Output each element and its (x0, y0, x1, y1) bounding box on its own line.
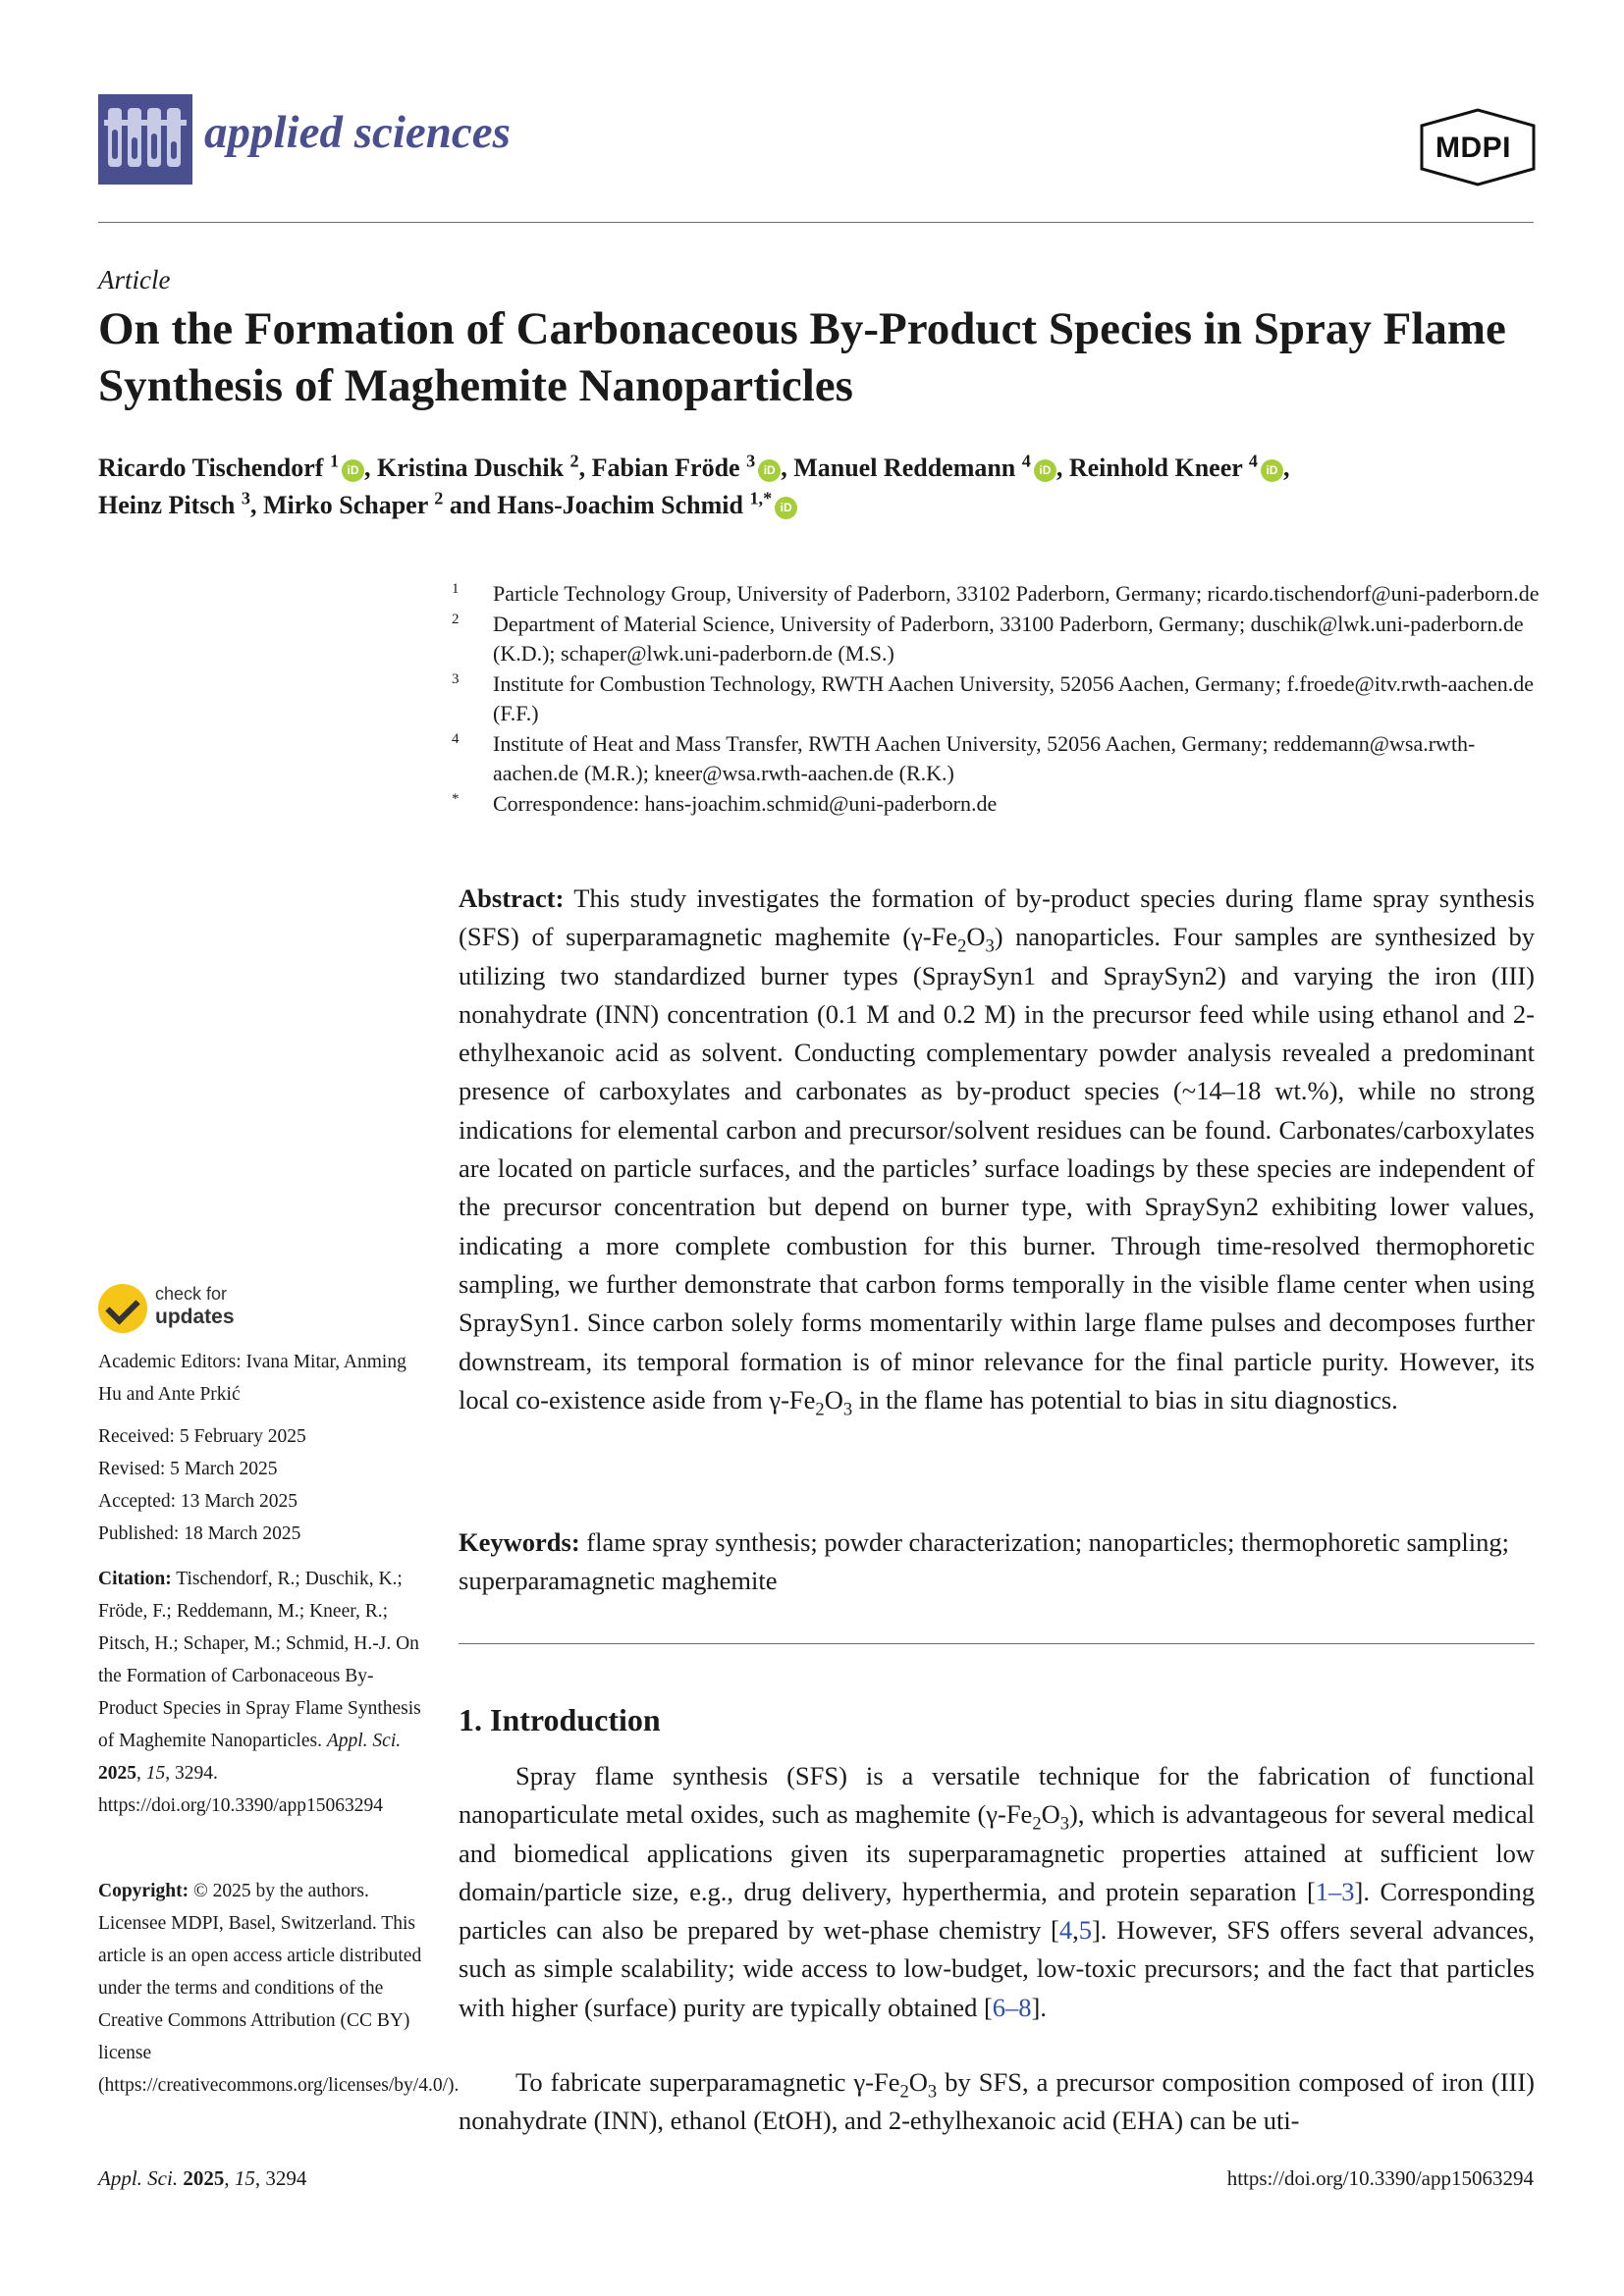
formula-sub: 3 (927, 2081, 938, 2103)
author-affiliation-mark: 3 (746, 451, 756, 471)
abstract (459, 880, 1535, 1419)
author-name: Hans-Joachim Schmid (497, 491, 743, 519)
affiliation-number: 2 (452, 611, 460, 627)
footer-volume: 15 (234, 2166, 255, 2190)
author-affiliation-mark: 4 (1248, 451, 1258, 471)
text-run: ]. Corresponding particles can also be prepared by wet-phase chemistry [ (459, 1876, 1535, 1946)
abstract-text-3: in the flame has potential to bias in situ diagnostics. (852, 1384, 1398, 1415)
text-run: Spray flame synthesis (SFS) is a versatile technique for the fabrication of functional nanoparticulate metal oxides, such as maghemite (γ-Fe (459, 1761, 1535, 1830)
affiliation-text: Institute of Heat and Mass Transfer, RWTH Aachen University, 52056 Aachen, Germany; reddemann@wsa.rwth-aachen.de (M.R.); kneer@wsa.rwth-aachen.de (R.K.) (493, 730, 1476, 785)
formula-sub: 3 (985, 935, 995, 957)
publication-dates (98, 1420, 427, 1550)
affiliation-item (452, 669, 1542, 729)
orcid-icon[interactable]: iD (1261, 459, 1283, 482)
header-divider (98, 222, 1534, 223)
keywords (459, 1523, 1535, 1601)
author-name: Heinz Pitsch (98, 491, 236, 519)
affiliation-item (452, 729, 1542, 789)
affiliation-text: Correspondence: hans-joachim.schmid@uni-paderborn.de (493, 790, 998, 816)
formula-o: O (824, 1384, 843, 1415)
formula-sub: 2 (1032, 1813, 1042, 1835)
formula-o: O (966, 922, 986, 952)
citation-volume: 15 (145, 1763, 166, 1784)
author-name: Manuel Reddemann (793, 454, 1016, 482)
accepted-date: Accepted: 13 March 2025 (98, 1491, 298, 1512)
orcid-icon[interactable]: iD (1034, 459, 1056, 482)
intro-paragraph-2 (459, 2063, 1535, 2142)
footer-article-number: 3294 (265, 2166, 307, 2190)
affiliation-item (452, 610, 1542, 669)
check-for-updates-badge[interactable] (98, 1282, 255, 1337)
abstract-text-2: ) nanoparticles. Four samples are synthesized by utilizing two standardized burner types (SpraySyn1 and SpraySyn2) and varying the iron (III) nonahydrate (INN) concentration (0.1 M and 0.2 M) in the precursor feed while using ethanol and 2-ethylhexanoic acid as solvent. Conducting complementary powder analysis revealed a predominant presence of carboxylates and carbonates as by-product species (~14–18 wt.%), while no strong indications for elemental carbon and precursor/solvent residues can be found. Carbonates/carboxylates are located on particle surfaces, and the particles’ surface loadings by these species are independent of the precursor concentration but depend on burner type, with SpraySyn2 exhibiting lower values, indicating a more complete combustion for this burner. Through time-resolved thermophoretic sampling, we further demonstrate that carbon forms temporally in the visible flame center when using SpraySyn1. Since carbon solely forms momentarily within large flame pulses and decomposes further downstream, its temporal formation is of minor relevance for the final particle purity. However, its local co-existence aside from γ-Fe (459, 922, 1535, 1415)
intro-paragraph-1: Spray flame synthesis (SFS) is a versatile technique for the fabrication of functional nanoparticulate metal oxides, such as maghemite $(\gamma-Fe_2O_3)$, which is advantageous for several medical and biomedical applications given its superparamagnetic properties attained at sufficient low domain/particle size, e.g., drug delivery, hyperthermia, and protein separation [1–3]. Corresponding particles can also be prepared by wet-phase chemistry [4,5]. However, SFS offers several advances, such as simple scalability; wide access to low-budget, low-toxic precursors; and the fact that particles with higher (surface) purity are typically obtained [6–8]. (459, 1761, 1535, 2022)
formula-sub: 2 (815, 1399, 825, 1420)
text-run: To fabricate superparamagnetic γ-Fe (515, 2067, 900, 2097)
citation-link[interactable]: 1–3 (1315, 1876, 1355, 1906)
author-name: Fabian Fröde (591, 454, 740, 482)
text-run: ]. However, SFS offers several advances, such as simple scalability; wide access to low-budget, low-toxic precursors; and the fact that particles with higher (surface) purity are typically obtained [ (459, 1915, 1535, 2022)
affiliations (452, 579, 1542, 819)
revised-date: Revised: 5 March 2025 (98, 1459, 278, 1479)
citation-link[interactable]: 5 (1078, 1915, 1092, 1946)
footer-year: 2025 (183, 2166, 225, 2190)
author-name: Mirko Schaper (262, 491, 428, 519)
updates-label: updates (155, 1306, 235, 1328)
formula-sub: 2 (899, 2081, 909, 2103)
copyright-label: Copyright: (98, 1881, 189, 1901)
citation-block: Citation: Tischendorf, R.; Duschik, K.; Fröde, F.; Reddemann, M.; Kneer, R.; Pitsch, H.; Schaper, M.; Schmid, H.-J. On the Formation of Carbonaceous By-Product Species in Spray Flame Synthesis of Maghemite Nanoparticles. Appl. Sci. 2025, 15, 3294. https://doi.org/10.3390/app15063294 (98, 1569, 421, 1816)
author-affiliation-mark: 3 (241, 488, 250, 508)
citation-link[interactable]: 4 (1058, 1915, 1073, 1946)
text-run: ]. (1031, 1992, 1047, 2022)
formula-sub: 3 (842, 1399, 853, 1420)
journal-logo (98, 94, 192, 185)
author-list: Ricardo Tischendorf $^1$ iD , Kristina Duschik $^2$, Fabian Fröde $^3$ iD , Manuel Reddemann $^4$ iD , Reinhold Kneer $^4$ iD , Heinz Pitsch $^3$, Mirko Schaper $^2$ and Hans-Joachim Schmid $^{1,*}$ iD (98, 451, 1290, 519)
affiliation-text: Department of Material Science, University of Paderborn, 33100 Paderborn, Germany; duschik@lwk.uni-paderborn.de (K.D.); schaper@lwk.uni-paderborn.de (M.S.) (493, 611, 1524, 666)
citation-journal: Appl. Sci. (326, 1731, 402, 1751)
author-affiliation-mark: 4 (1021, 451, 1031, 471)
citation-text: Tischendorf, R.; Duschik, K.; Fröde, F.; Reddemann, M.; Kneer, R.; Pitsch, H.; Schaper, M.; Schmid, H.-J. On the Formation of Carbonaceous By-Product Species in Spray Flame Synthesis of Maghemite Nanoparticles. (98, 1569, 421, 1751)
affiliation-text: Particle Technology Group, University of Paderborn, 33102 Paderborn, Germany; ricardo.tischendorf@uni-paderborn.de (493, 581, 1540, 606)
orcid-icon[interactable]: iD (775, 497, 797, 519)
author-affiliation-mark: 2 (434, 488, 444, 508)
affiliation-item (452, 579, 1542, 610)
affiliation-text: Institute for Combustion Technology, RWTH Aachen University, 52056 Aachen, Germany; f.froede@itv.rwth-aachen.de (F.F.) (493, 670, 1534, 725)
footer-doi-link[interactable]: https://doi.org/10.3390/app15063294 (1226, 2166, 1534, 2190)
affiliation-number: 3 (452, 670, 460, 687)
author-name: Kristina Duschik (377, 454, 565, 482)
affiliation-item (452, 789, 1542, 820)
article-type: Article (98, 265, 171, 294)
author-name: Ricardo Tischendorf (98, 454, 324, 482)
author-affiliation-mark: 2 (569, 451, 579, 471)
article-title: On the Formation of Carbonaceous By-Product Species in Spray Flame Synthesis of Maghemite Nanoparticles (98, 303, 1506, 411)
journal-name: applied sciences (204, 107, 511, 158)
citation-doi: 3294. https://doi.org/10.3390/app15063294 (98, 1763, 383, 1816)
text-run: ), which is advantageous for several medical and biomedical applications given its superparamagnetic properties attained at sufficient low domain/particle size, e.g., drug delivery, hyperthermia, and protein separation [ (459, 1799, 1535, 1906)
author-name: Reinhold Kneer (1068, 454, 1243, 482)
published-date: Published: 18 March 2025 (98, 1523, 301, 1544)
abstract-label: Abstract: (459, 883, 565, 913)
affiliation-number: 4 (452, 730, 460, 747)
orcid-icon[interactable]: iD (758, 459, 781, 482)
formula-o: O (908, 2067, 928, 2097)
section-heading-introduction: 1. Introduction (459, 1702, 661, 1737)
checkmark-icon (98, 1284, 147, 1333)
text-run: by SFS, a precursor composition composed of iron (III) nonahydrate (INN), ethanol (EtOH), and 2-ethylhexanoic acid (EHA) can be uti- (459, 2067, 1535, 2136)
copyright-text: © 2025 by the authors. Licensee MDPI, Basel, Switzerland. This article is an open access article distributed under the terms and conditions of the Creative Commons Attribution (CC BY) license (https://creativecommons.org/licenses/by/4.0/). (98, 1881, 460, 2096)
orcid-icon[interactable]: iD (342, 459, 364, 482)
author-affiliation-mark: 1,* (749, 488, 773, 508)
formula-sub: 2 (957, 935, 967, 957)
keywords-label: Keywords: (459, 1527, 580, 1557)
abstract-text-1: This study investigates the formation of by-product species during flame spray synthesis (SFS) of superparamagnetic maghemite (γ-Fe (459, 883, 1535, 952)
section-divider (459, 1643, 1535, 1644)
check-for-label: check for (155, 1284, 228, 1304)
formula-o: O (1041, 1799, 1060, 1830)
formula-sub: 3 (1059, 1813, 1069, 1835)
footer-citation: Appl. Sci. 2025, 15, 3294 (98, 2166, 307, 2190)
journal-logo-graphic (98, 94, 192, 185)
copyright-block (98, 1875, 460, 2102)
citation-label: Citation: (98, 1569, 172, 1589)
academic-editors: Academic Editors: Ivana Mitar, Anming Hu and Ante Prkić (98, 1352, 406, 1405)
keywords-text: flame spray synthesis; powder characterization; nanoparticles; thermophoretic sampling; superparamagnetic maghemite (459, 1527, 1509, 1596)
publisher-name: MDPI (1435, 132, 1511, 164)
affiliation-number: 1 (452, 581, 460, 597)
citation-year: 2025 (98, 1763, 136, 1784)
author-affiliation-mark: 1 (329, 451, 340, 471)
citation-link[interactable]: 6–8 (992, 1992, 1032, 2022)
received-date: Received: 5 February 2025 (98, 1426, 306, 1447)
affiliation-number: * (452, 790, 460, 807)
footer-journal: Appl. Sci. (98, 2166, 179, 2190)
